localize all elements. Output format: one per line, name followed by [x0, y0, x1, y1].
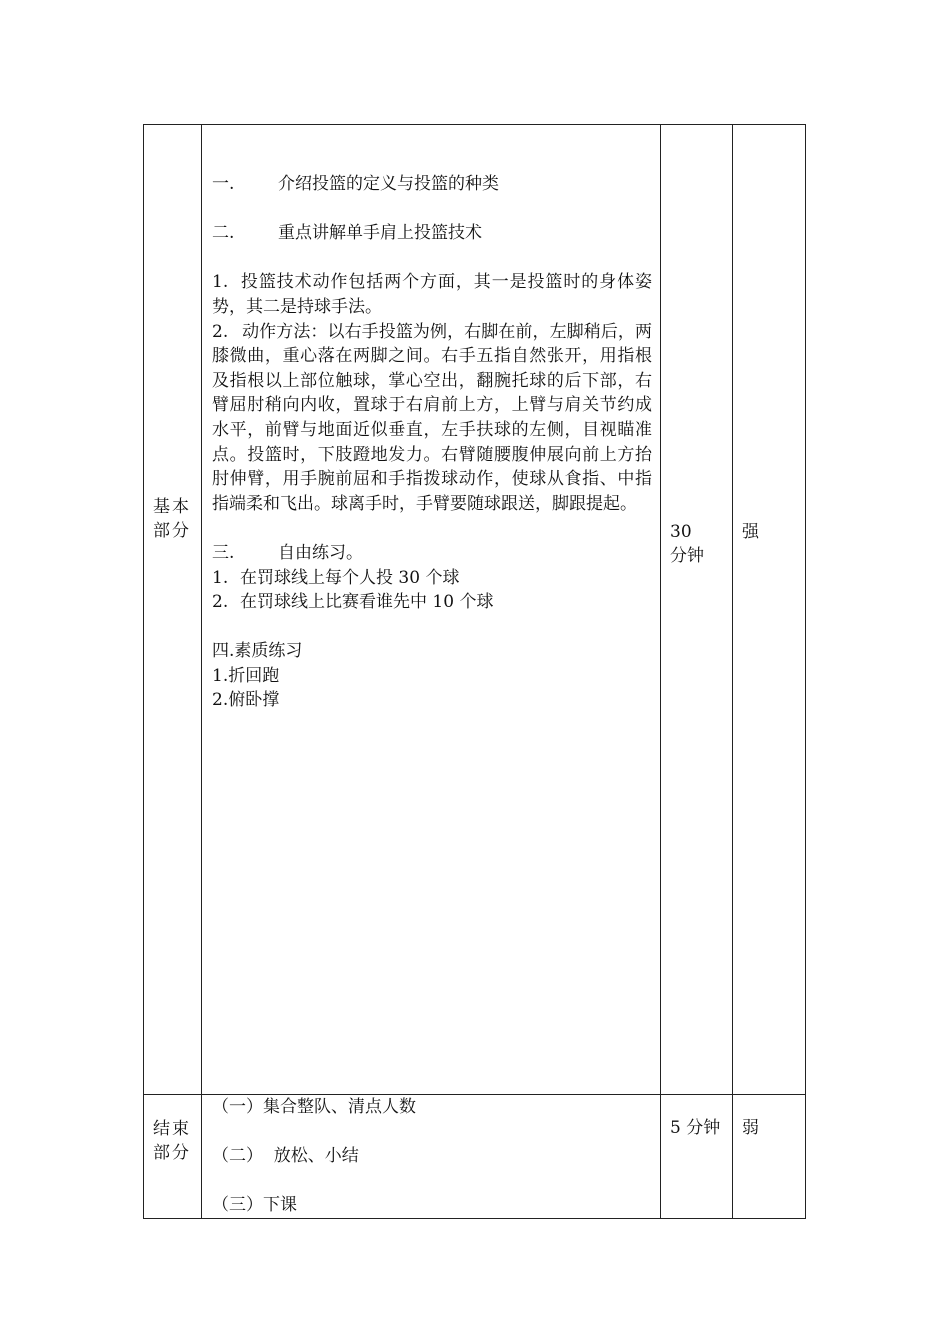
- fitness-item: 2.俯卧撑: [212, 690, 280, 711]
- part-cell: [144, 1095, 202, 1219]
- content-cell: [202, 125, 661, 1095]
- end-content: [202, 1095, 660, 1218]
- practice-item: 1. 在罚球线上每个人投 30 个球: [212, 567, 460, 588]
- part-label-basic: 基本部分: [153, 497, 191, 541]
- intensity-basic: 强: [742, 522, 759, 542]
- section-heading: 四.素质练习: [212, 641, 303, 662]
- time-cell: [661, 125, 733, 1095]
- technique-point: 1. 投篮技术动作包括两个方面，其一是投篮时的身体姿势，其二是持球手法。: [212, 272, 652, 317]
- section-heading: 三. 自由练习。: [212, 542, 363, 563]
- intensity-cell: [733, 1095, 806, 1219]
- part-cell: [144, 125, 202, 1095]
- basic-content: [202, 125, 660, 713]
- part-label-end: 结束部分: [153, 1119, 191, 1163]
- time-cell: [661, 1095, 733, 1219]
- end-item: （一）集合整队、清点人数: [212, 1097, 416, 1117]
- table-row-end: [144, 1095, 806, 1219]
- intensity-end: 弱: [742, 1118, 759, 1138]
- end-item: （二） 放松、小结: [212, 1146, 359, 1167]
- section-heading: 一. 介绍投篮的定义与投篮的种类: [212, 174, 499, 194]
- practice-item: 2. 在罚球线上比赛看谁先中 10 个球: [212, 592, 494, 613]
- intensity-cell: [733, 125, 806, 1095]
- section-heading: 二. 重点讲解单手肩上投篮技术: [212, 223, 482, 244]
- table-row-basic: [144, 125, 806, 1095]
- end-item: （三）下课: [212, 1195, 297, 1216]
- duration-basic: 30 分钟: [670, 522, 704, 566]
- lesson-plan-table: [143, 124, 806, 1219]
- content-cell: [202, 1095, 661, 1219]
- technique-point: 2. 动作方法：以右手投篮为例，右脚在前，左脚稍后，两膝微曲，重心落在两脚之间。右手五指自然张开，用指根及指根以上部位触球，掌心空出，翻腕托球的后下部，右臂屈肘稍向内收，置球于右肩前上方，上臂与肩关节约成水平，前臂与地面近似垂直，左手扶球的左侧，目视瞄准点。投篮时，下肢蹬地发力。右臂随腰腹伸展向前上方抬肘伸臂，用手腕前屈和手指拨球动作，使球从食指、中指指端柔和飞出。球离手时，手臂要随球跟送，脚跟提起。: [212, 321, 652, 514]
- duration-end: 5 分钟: [670, 1118, 721, 1138]
- fitness-item: 1.折回跑: [212, 665, 280, 686]
